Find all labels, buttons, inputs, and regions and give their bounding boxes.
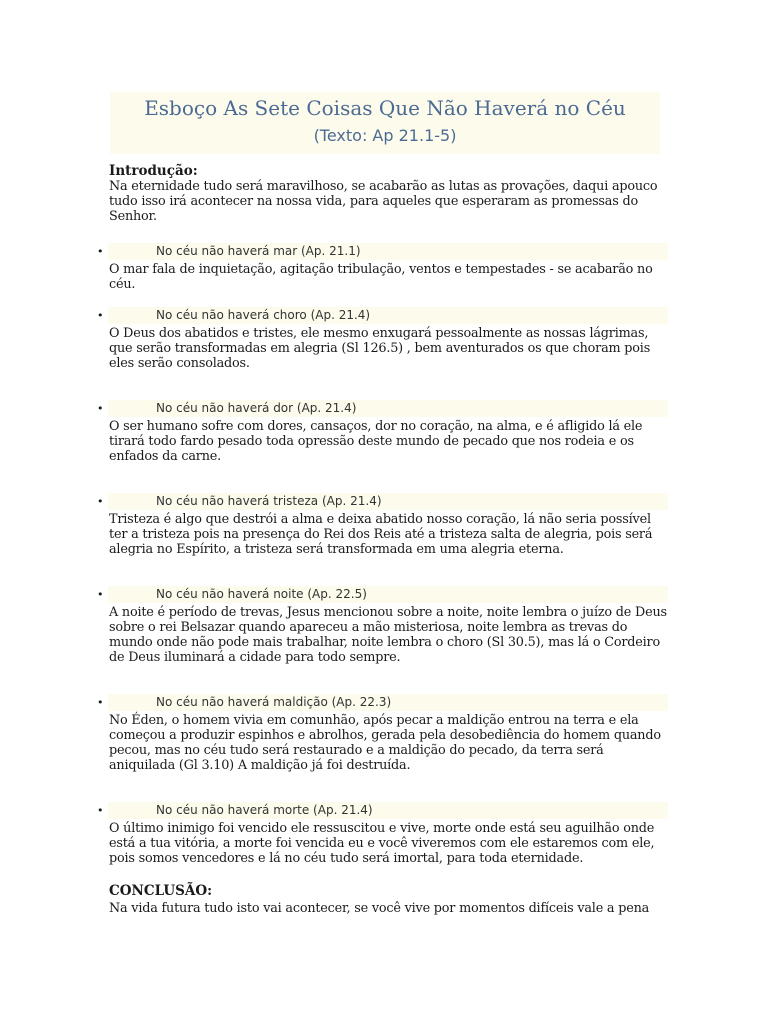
list-item-header	[97, 307, 668, 324]
list-item-text: Tristeza é algo que destrói a alma e deixa abatido nosso coração, lá não seria possível ter a tristeza pois na presença do Rei dos Reis até a tristeza salta de alegria, pois será alegria no Espírito, a tristeza será transformada em uma alegria eterna.	[109, 512, 653, 557]
list-item-header	[97, 400, 668, 417]
list-item-text: A noite é período de trevas, Jesus mencionou sobre a noite, noite lembra o juízo de Deus sobre o rei Belsazar quando apareceu a mão misteriosa, noite lembra as trevas do mundo onde não pode mais trabalhar, noite lembra o choro (Sl 30.5), mas lá o Cordeiro de Deus iluminará a cidade para todo sempre.	[109, 605, 667, 665]
list-item	[98, 307, 673, 371]
list-item	[98, 586, 673, 665]
list-item	[98, 243, 673, 292]
bullet-icon: •	[97, 402, 104, 415]
document-subtitle: (Texto: Ap 21.1-5)	[313, 126, 457, 145]
list-item-header	[97, 243, 668, 260]
introduction-section	[109, 163, 669, 224]
list-item	[98, 493, 673, 557]
list-item	[98, 400, 673, 464]
list-item-header	[97, 802, 668, 819]
title-block	[110, 92, 660, 154]
list-item-header	[97, 493, 668, 510]
bullet-icon: •	[97, 245, 104, 258]
list-item-title: No céu não haverá noite (Ap. 22.5)	[156, 587, 367, 601]
list-item-title: No céu não haverá mar (Ap. 21.1)	[156, 244, 361, 258]
list-item-title: No céu não haverá tristeza (Ap. 21.4)	[156, 494, 382, 508]
list-item-text: O último inimigo foi vencido ele ressuscitou e vive, morte onde está seu aguilhão onde está a tua vitória, a morte foi vencida eu e você viveremos com ele estaremos com ele, pois somos vencedores e lá no céu tudo será imortal, para toda eternidade.	[109, 821, 655, 866]
list-item-title: No céu não haverá choro (Ap. 21.4)	[156, 308, 371, 322]
list-item-header	[97, 586, 668, 603]
bullet-icon: •	[97, 696, 104, 709]
conclusion-heading: CONCLUSÃO:	[109, 883, 213, 899]
list-item-text: O ser humano sofre com dores, cansaços, dor no coração, na alma, e é afligido lá ele tirará todo fardo pesado toda opressão deste mundo de pecado que nos rodeia e os enfados da carne.	[109, 419, 643, 464]
list-item-title: No céu não haverá dor (Ap. 21.4)	[156, 401, 357, 415]
bullet-icon: •	[97, 588, 104, 601]
list-item-text: O Deus dos abatidos e tristes, ele mesmo enxugará pessoalmente as nossas lágrimas, que serão transformadas em alegria (Sl 126.5) , bem aventurados os que choram pois eles serão consolados.	[109, 326, 651, 371]
introduction-text: Na eternidade tudo será maravilhoso, se acabarão as lutas as provações, daqui apouco tudo isso irá acontecer na nossa vida, para aqueles que esperaram as promessas do Senhor.	[109, 179, 658, 224]
conclusion-section	[109, 883, 669, 916]
list-item	[98, 802, 673, 866]
list-item-header	[97, 694, 668, 711]
bullet-icon: •	[97, 495, 104, 508]
bullet-icon: •	[97, 309, 104, 322]
document-title: Esboço As Sete Coisas Que Não Haverá no Céu	[144, 96, 626, 120]
conclusion-text: Na vida futura tudo isto vai acontecer, se você vive por momentos difíceis vale a pena	[109, 901, 650, 916]
list-item-text: O mar fala de inquietação, agitação tribulação, ventos e tempestades - se acabarão no céu.	[109, 262, 653, 292]
introduction-heading: Introdução:	[109, 163, 198, 179]
list-item-title: No céu não haverá morte (Ap. 21.4)	[156, 803, 373, 817]
list-item-title: No céu não haverá maldição (Ap. 22.3)	[156, 695, 392, 709]
list-item-text: No Éden, o homem vivia em comunhão, após pecar a maldição entrou na terra e ela começou a produzir espinhos e abrolhos, gerada pela desobediência do homem quando pecou, mas no céu tudo será restaurado e a maldição do pecado, da terra será aniquilada (Gl 3.10) A maldição já foi destruída.	[109, 713, 661, 773]
list-item	[98, 694, 673, 773]
bullet-icon: •	[97, 804, 104, 817]
